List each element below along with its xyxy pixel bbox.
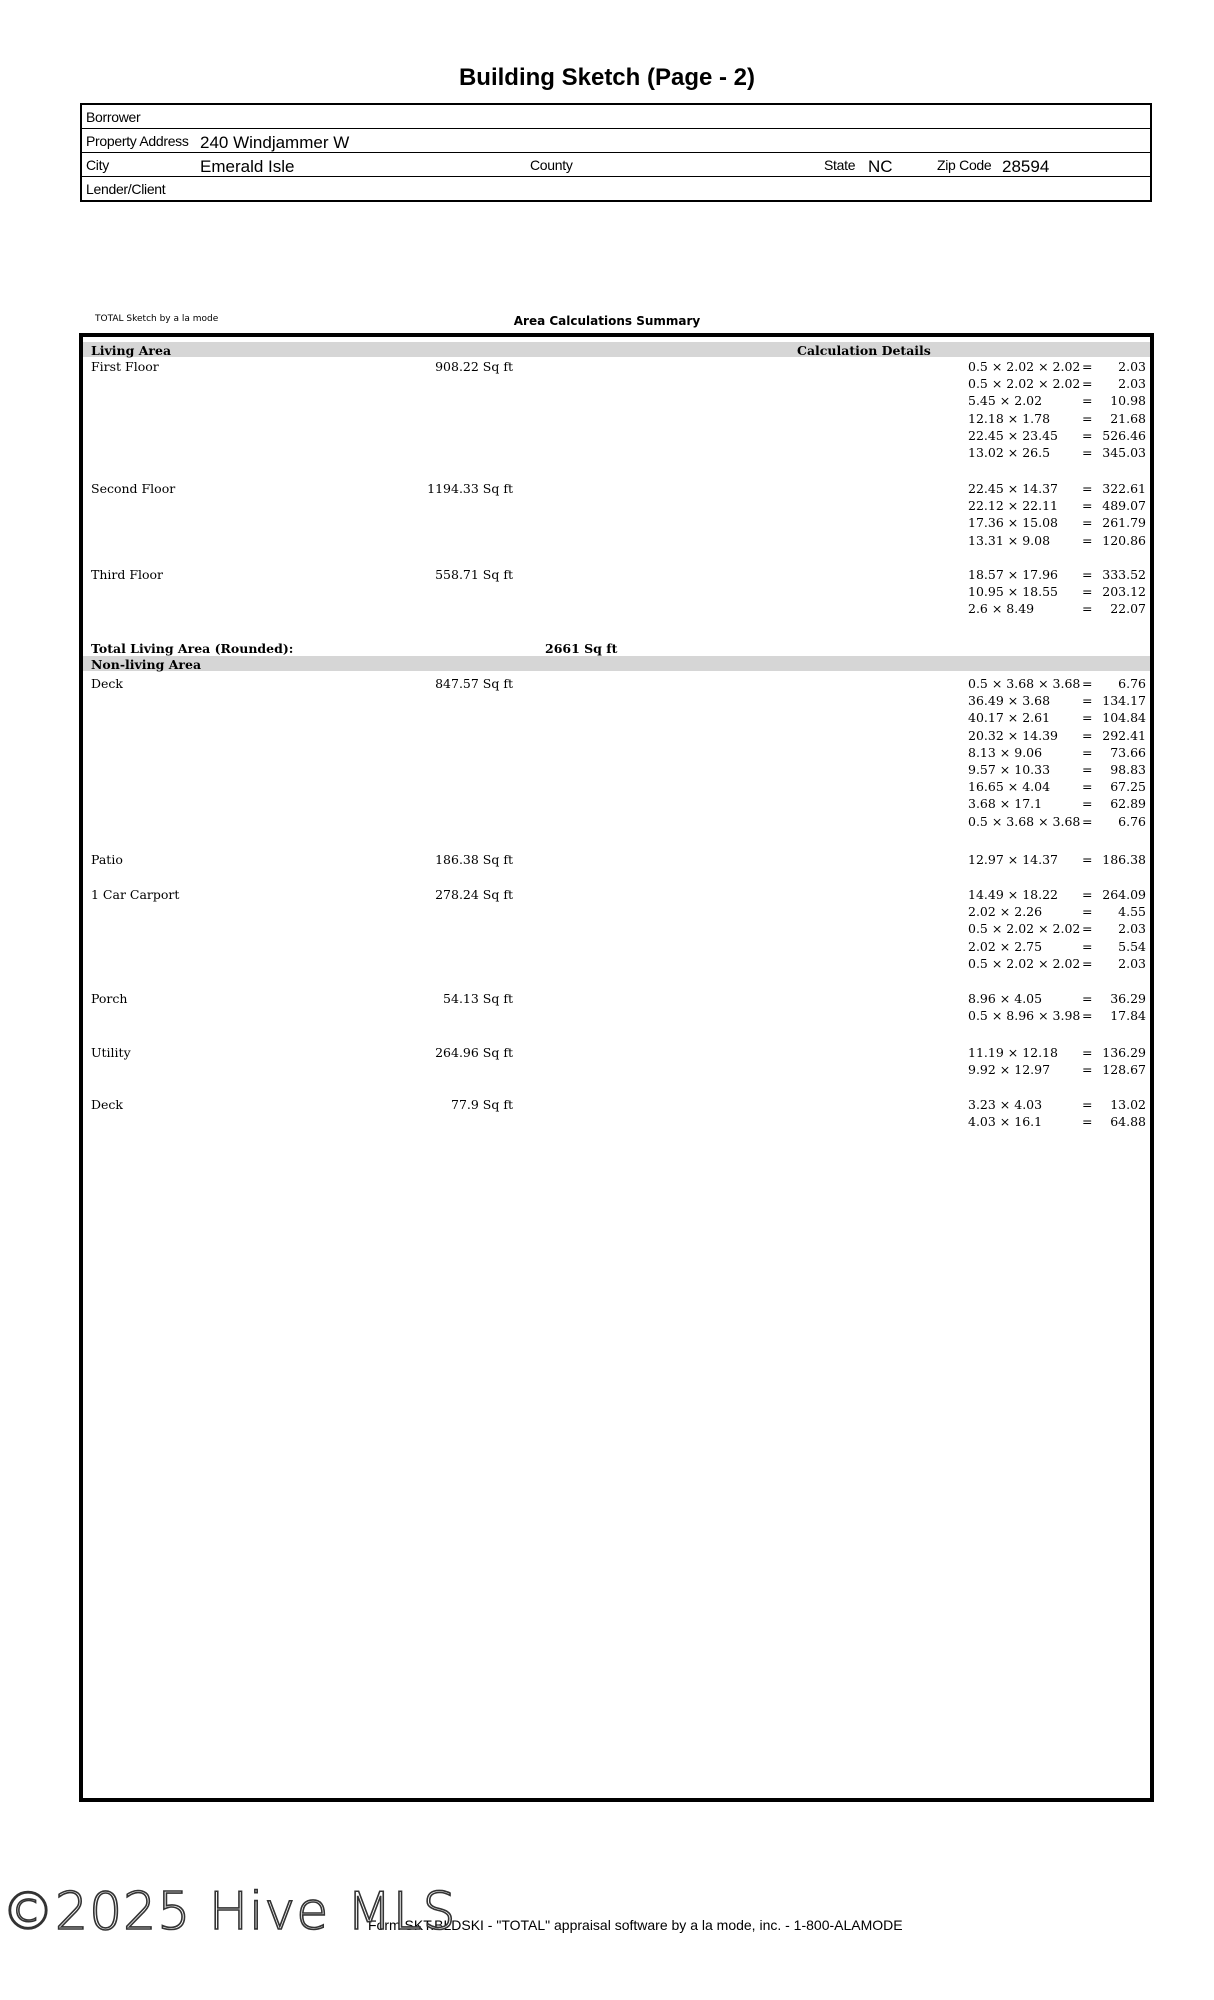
calc-lines [968,567,1146,619]
calc-line [968,393,1146,410]
calc-equals: = [1082,601,1093,617]
calc-result: 6.76 [1118,676,1146,691]
calc-line [968,1008,1146,1025]
calc-line [968,584,1146,601]
calc-result: 2.03 [1118,921,1146,937]
calc-expression: 2.02 × 2.75 [968,938,1043,954]
area-calculations-box [79,333,1154,1802]
calc-result: 21.68 [1110,410,1146,426]
calc-line [968,852,1146,869]
calc-expression: 17.36 × 15.08 [968,515,1058,531]
calc-expression: 0.5 × 3.68 × 3.68 [968,813,1081,829]
calc-equals: = [1082,779,1093,795]
calc-expression: 3.68 × 17.1 [968,796,1043,812]
calc-equals: = [1082,393,1093,409]
calc-equals: = [1082,991,1093,1006]
calc-equals: = [1082,567,1093,582]
calc-equals: = [1082,515,1093,531]
calc-equals: = [1082,1097,1093,1112]
calc-line [968,567,1146,584]
area-value: 186.38 Sq ft [435,852,513,867]
calc-equals: = [1082,1062,1093,1078]
calc-result: 292.41 [1102,727,1146,743]
tool-label: TOTAL Sketch by a la mode [95,314,219,324]
calc-equals: = [1082,481,1093,496]
calc-equals: = [1082,852,1093,867]
calc-equals: = [1082,410,1093,426]
calc-equals: = [1082,693,1093,709]
calc-line [968,956,1146,973]
calc-line [968,887,1146,904]
calc-equals: = [1082,761,1093,777]
calc-lines [968,852,1146,869]
calc-result: 264.09 [1102,887,1146,902]
calc-expression: 0.5 × 3.68 × 3.68 [968,676,1081,691]
calc-result: 10.98 [1110,393,1146,409]
calc-expression: 36.49 × 3.68 [968,693,1051,709]
calc-expression: 22.45 × 23.45 [968,427,1058,443]
total-living-label: Total Living Area (Rounded): [91,641,294,656]
calc-expression: 20.32 × 14.39 [968,727,1058,743]
calc-equals: = [1082,813,1093,829]
calc-lines [968,676,1146,831]
non-living-area-header: Non-living Area [91,657,202,672]
calc-expression: 12.18 × 1.78 [968,410,1051,426]
area-name: Deck [91,1097,123,1112]
area-value: 558.71 Sq ft [435,567,513,582]
borrower-row [82,105,1150,129]
calc-equals: = [1082,427,1093,443]
calc-result: 261.79 [1102,515,1146,531]
calc-expression: 10.95 × 18.55 [968,584,1058,600]
borrower-label: Borrower [86,109,141,125]
calc-expression: 22.12 × 22.11 [968,498,1058,514]
calc-line [968,445,1146,462]
calc-result: 17.84 [1110,1008,1146,1024]
calc-line [968,676,1146,693]
calc-equals: = [1082,727,1093,743]
calc-equals: = [1082,498,1093,514]
calc-line [968,939,1146,956]
calc-result: 120.86 [1102,532,1146,548]
calc-expression: 9.57 × 10.33 [968,761,1051,777]
calc-result: 98.83 [1110,761,1146,777]
calc-expression: 8.13 × 9.06 [968,744,1043,760]
calc-line [968,515,1146,532]
state-label: State [824,157,856,173]
calc-equals: = [1082,1114,1093,1130]
calc-result: 67.25 [1110,779,1146,795]
calc-equals: = [1082,532,1093,548]
calc-lines [968,1045,1146,1079]
total-living-value: 2661 Sq ft [545,641,618,656]
calc-line [968,1114,1146,1131]
calc-expression: 13.02 × 26.5 [968,444,1051,460]
calc-result: 2.03 [1118,955,1146,971]
calc-equals: = [1082,955,1093,971]
calc-result: 136.29 [1102,1045,1146,1060]
area-name: Utility [91,1045,131,1060]
calc-line [968,1045,1146,1062]
calc-expression: 0.5 × 8.96 × 3.98 [968,1008,1081,1024]
calc-expression: 3.23 × 4.03 [968,1097,1043,1112]
calc-result: 186.38 [1102,852,1146,867]
city-row [82,153,1150,177]
calc-equals: = [1082,887,1093,902]
living-area-header: Living Area [91,343,172,358]
city-label: City [86,157,109,173]
header-info-table [80,103,1152,202]
calc-result: 526.46 [1102,427,1146,443]
lender-label: Lender/Client [86,181,166,197]
county-label: County [530,157,573,173]
calc-line [968,814,1146,831]
calc-equals: = [1082,921,1093,937]
area-value: 77.9 Sq ft [451,1097,513,1112]
area-value: 847.57 Sq ft [435,676,513,691]
area-name: First Floor [91,359,159,374]
living-area-band [83,342,1150,357]
calc-line [968,601,1146,618]
calc-line [968,710,1146,727]
calc-expression: 16.65 × 4.04 [968,779,1051,795]
calc-result: 73.66 [1110,744,1146,760]
area-value: 908.22 Sq ft [435,359,513,374]
calc-expression: 0.5 × 2.02 × 2.02 [968,921,1081,937]
calc-line [968,779,1146,796]
calc-result: 4.55 [1118,904,1146,920]
zip-label: Zip Code [937,157,992,173]
calc-result: 203.12 [1102,584,1146,600]
calc-expression: 0.5 × 2.02 × 2.02 [968,359,1081,374]
calc-result: 128.67 [1102,1062,1146,1078]
calc-line [968,728,1146,745]
form-footer: Form SKT.BLDSKI - "TOTAL" appraisal software by a la mode, inc. - 1-800-ALAMODE [368,1917,903,1933]
page-title: Building Sketch (Page - 2) [458,64,756,91]
area-name: 1 Car Carport [91,887,180,902]
calc-line [968,411,1146,428]
calc-expression: 11.19 × 12.18 [968,1045,1058,1060]
calc-expression: 18.57 × 17.96 [968,567,1058,582]
calc-result: 134.17 [1102,693,1146,709]
calc-equals: = [1082,796,1093,812]
calc-line [968,481,1146,498]
area-name: Third Floor [91,567,164,582]
calc-result: 104.84 [1102,710,1146,726]
calc-expression: 40.17 × 2.61 [968,710,1051,726]
calculation-details-header: Calculation Details [797,343,931,358]
calc-line [968,1062,1146,1079]
calc-result: 2.03 [1118,376,1146,392]
calc-equals: = [1082,938,1093,954]
non-living-area-band [83,656,1150,671]
area-value: 1194.33 Sq ft [427,481,513,496]
property-label: Property Address [86,133,189,149]
calc-expression: 13.31 × 9.08 [968,532,1051,548]
watermark: ©2025 Hive MLS [2,1882,457,1942]
calc-expression: 5.45 × 2.02 [968,393,1043,409]
area-value: 264.96 Sq ft [435,1045,513,1060]
calc-equals: = [1082,904,1093,920]
calc-line [968,991,1146,1008]
calc-expression: 4.03 × 16.1 [968,1114,1043,1130]
calc-result: 13.02 [1110,1097,1146,1112]
calc-result: 2.03 [1118,359,1146,374]
calc-equals: = [1082,376,1093,392]
area-value: 278.24 Sq ft [435,887,513,902]
calc-line [968,796,1146,813]
calc-expression: 9.92 × 12.97 [968,1062,1051,1078]
calc-line [968,428,1146,445]
calc-line [968,921,1146,938]
calc-equals: = [1082,359,1093,374]
calc-lines [968,481,1146,550]
calc-equals: = [1082,744,1093,760]
calc-result: 6.76 [1118,813,1146,829]
calc-equals: = [1082,710,1093,726]
calc-result: 322.61 [1102,481,1146,496]
area-name: Porch [91,991,128,1006]
calc-line [968,693,1146,710]
calc-line [968,498,1146,515]
calc-expression: 2.02 × 2.26 [968,904,1043,920]
area-name: Deck [91,676,123,691]
lender-row [82,177,1150,200]
calc-lines [968,1097,1146,1131]
calc-result: 64.88 [1110,1114,1146,1130]
calc-expression: 12.97 × 14.37 [968,852,1058,867]
calc-equals: = [1082,676,1093,691]
area-name: Patio [91,852,123,867]
calc-expression: 0.5 × 2.02 × 2.02 [968,955,1081,971]
area-value: 54.13 Sq ft [443,991,513,1006]
calc-expression: 8.96 × 4.05 [968,991,1043,1006]
calc-result: 489.07 [1102,498,1146,514]
calc-line [968,904,1146,921]
calc-result: 345.03 [1102,444,1146,460]
calc-result: 5.54 [1118,938,1146,954]
calc-result: 62.89 [1110,796,1146,812]
calc-lines [968,887,1146,973]
calc-line [968,376,1146,393]
calc-lines [968,991,1146,1025]
calc-expression: 0.5 × 2.02 × 2.02 [968,376,1081,392]
calc-line [968,745,1146,762]
calc-expression: 14.49 × 18.22 [968,887,1058,902]
summary-title: Area Calculations Summary [513,314,701,328]
calc-equals: = [1082,444,1093,460]
calc-line [968,762,1146,779]
property-row [82,129,1150,153]
calc-expression: 22.45 × 14.37 [968,481,1058,496]
property-value: 240 Windjammer W [200,133,350,152]
calc-line [968,1097,1146,1114]
calc-lines [968,359,1146,462]
zip-value: 28594 [1002,157,1050,176]
city-value: Emerald Isle [200,157,295,176]
state-value: NC [868,157,893,176]
calc-equals: = [1082,584,1093,600]
calc-result: 22.07 [1110,601,1146,617]
calc-line [968,359,1146,376]
calc-line [968,533,1146,550]
calc-result: 36.29 [1110,991,1146,1006]
calc-equals: = [1082,1045,1093,1060]
calc-expression: 2.6 × 8.49 [968,601,1035,617]
area-name: Second Floor [91,481,176,496]
calc-result: 333.52 [1102,567,1146,582]
calc-equals: = [1082,1008,1093,1024]
